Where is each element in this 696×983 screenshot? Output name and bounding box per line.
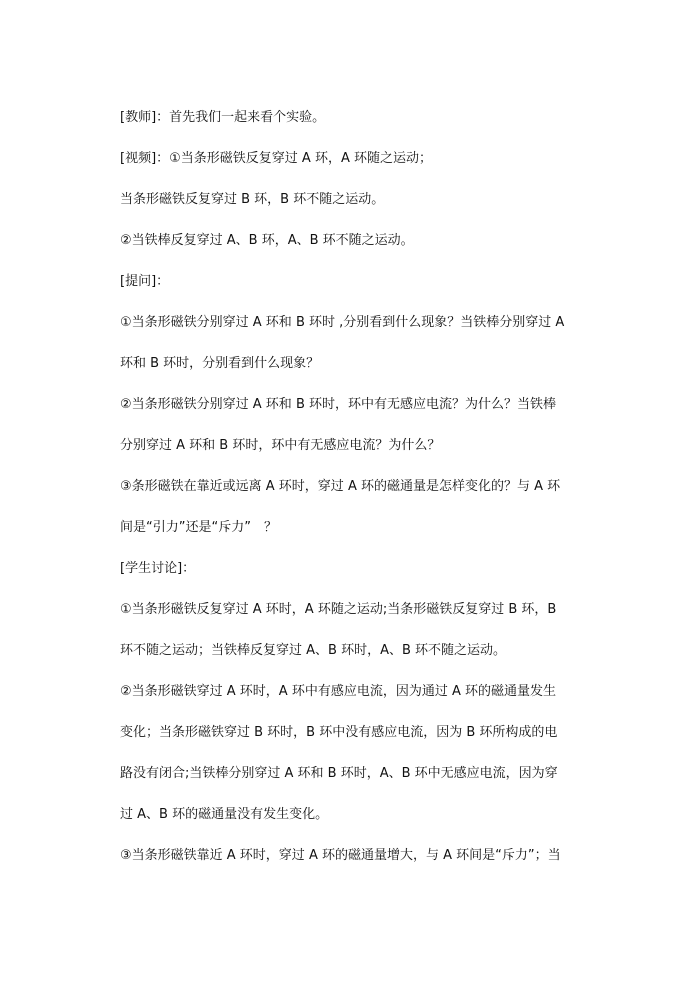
video-line-1: [视频]：①当条形磁铁反复穿过 A 环，A 环随之运动； [120, 151, 432, 166]
answer-3-line-1: ③当条形磁铁靠近 A 环时，穿过 A 环的磁通量增大，与 A 环间是“斥力”；当 [120, 848, 561, 863]
answer-1-line-1: ①当条形磁铁反复穿过 A 环时，A 环随之运动;当条形磁铁反复穿过 B 环，B [120, 602, 557, 617]
question-3-line-2: 间是“引力”还是“斥力” ？ [120, 520, 277, 535]
question-1-line-2: 环和 B 环时，分别看到什么现象？ [120, 356, 320, 371]
question-2-line-2: 分别穿过 A 环和 B 环时，环中有无感应电流？为什么？ [120, 438, 441, 453]
answer-2-line-3: 路没有闭合;当铁棒分别穿过 A 环和 B 环时，A、B 环中无感应电流，因为穿 [120, 766, 558, 781]
video-line-3: ②当铁棒反复穿过 A、B 环，A、B 环不随之运动。 [120, 233, 414, 248]
video-line-2: 当条形磁铁反复穿过 B 环，B 环不随之运动。 [120, 192, 385, 207]
question-1-line-1: ①当条形磁铁分别穿过 A 环和 B 环时 ,分别看到什么现象？当铁棒分别穿过 A [120, 315, 565, 330]
answer-2-line-1: ②当条形磁铁穿过 A 环时，A 环中有感应电流，因为通过 A 环的磁通量发生 [120, 684, 556, 699]
answer-2-line-2: 变化；当条形磁铁穿过 B 环时，B 环中没有感应电流，因为 B 环所构成的电 [120, 725, 558, 740]
teacher-intro-line: [教师]：首先我们一起来看个实验。 [120, 110, 326, 125]
answer-1-line-2: 环不随之运动；当铁棒反复穿过 A、B 环时，A、B 环不随之运动。 [120, 643, 507, 658]
discussion-heading: [学生讨论]： [120, 561, 196, 576]
document-body [120, 107, 590, 886]
question-3-line-1: ③条形磁铁在靠近或远离 A 环时，穿过 A 环的磁通量是怎样变化的？与 A 环 [120, 479, 561, 494]
question-heading: [提问]： [120, 274, 170, 289]
question-2-line-1: ②当条形磁铁分别穿过 A 环和 B 环时，环中有无感应电流？为什么？当铁棒 [120, 397, 556, 412]
answer-2-line-4: 过 A、B 环的磁通量没有发生变化。 [120, 807, 329, 822]
